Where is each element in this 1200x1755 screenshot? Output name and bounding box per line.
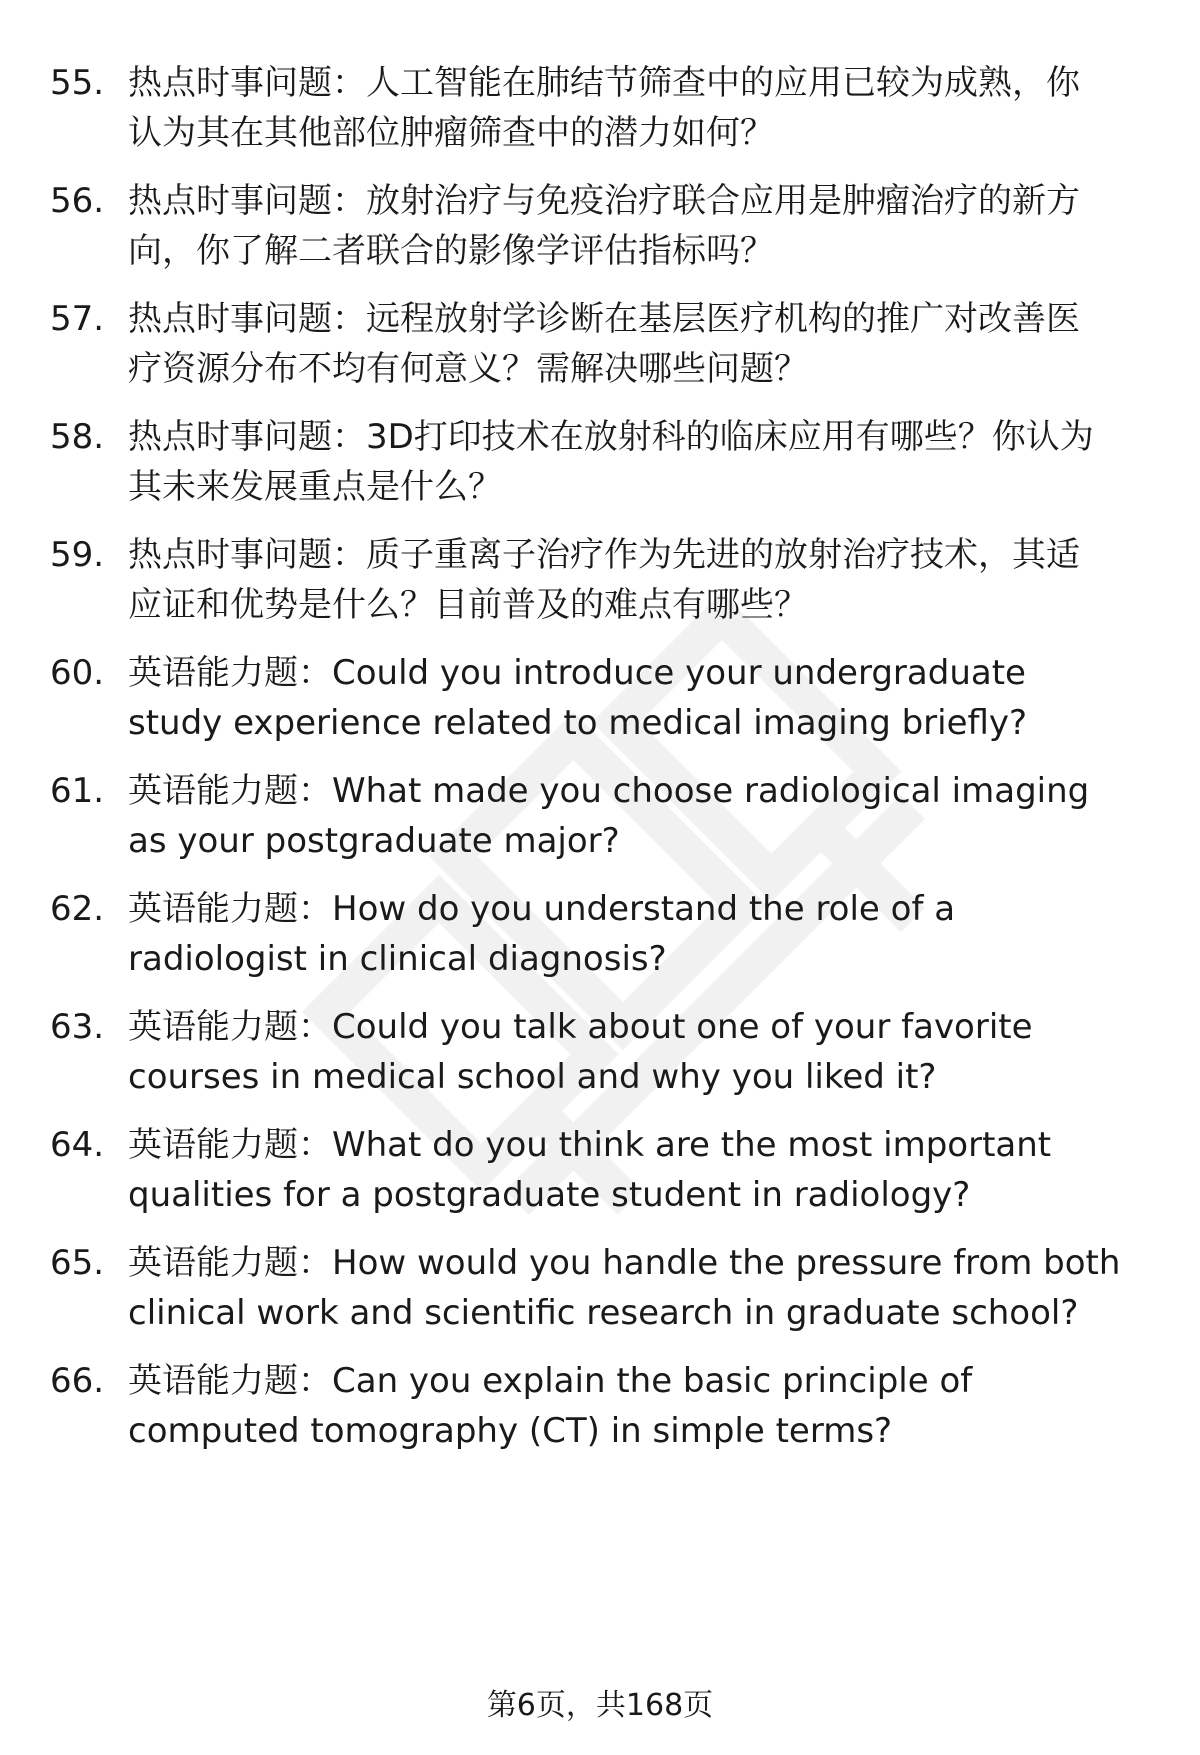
question-text: 热点时事问题：远程放射学诊断在基层医疗机构的推广对改善医 疗资源分布不均有何意义？需解决哪些问题？	[128, 299, 1080, 389]
question-number: 66.	[50, 1361, 105, 1401]
question-text: 英语能力题：How would you handle the pressure from both clinical work and scientific research in graduate school?	[128, 1243, 1121, 1333]
question-text: 英语能力题：Can you explain the basic principle of computed tomography (CT) in simple terms?	[128, 1361, 973, 1451]
question-text: 英语能力题：What do you think are the most important qualities for a postgraduate student in radiology?	[128, 1125, 1052, 1215]
question-number: 60.	[50, 653, 105, 693]
page-footer: 第6页，共168页	[486, 1688, 714, 1723]
question-text: 热点时事问题：人工智能在肺结节筛查中的应用已较为成熟，你 认为其在其他部位肿瘤筛查中的潜力如何？	[128, 63, 1080, 153]
question-number: 62.	[50, 889, 105, 929]
question-text: 热点时事问题：放射治疗与免疫治疗联合应用是肿瘤治疗的新方 向，你了解二者联合的影像学评估指标吗？	[128, 181, 1080, 271]
question-number: 63.	[50, 1007, 105, 1047]
question-text: 热点时事问题：质子重离子治疗作为先进的放射治疗技术，其适 应证和优势是什么？目前普及的难点有哪些？	[128, 535, 1080, 625]
question-text: 英语能力题：Could you introduce your undergraduate study experience related to medical imaging briefly?	[128, 653, 1028, 743]
question-number: 64.	[50, 1125, 105, 1165]
question-number: 57.	[50, 299, 105, 339]
question-number: 58.	[50, 417, 105, 457]
question-number: 65.	[50, 1243, 105, 1283]
question-text: 热点时事问题：3D打印技术在放射科的临床应用有哪些？你认为 其未来发展重点是什么？	[128, 417, 1094, 507]
question-number: 55.	[50, 63, 105, 103]
question-text: 英语能力题：What made you choose radiological imaging as your postgraduate major?	[128, 771, 1090, 861]
question-text: 英语能力题：How do you understand the role of a radiologist in clinical diagnosis?	[128, 889, 956, 979]
question-number: 56.	[50, 181, 105, 221]
question-number: 61.	[50, 771, 105, 811]
question-text: 英语能力题：Could you talk about one of your favorite courses in medical school and why you liked it?	[128, 1007, 1033, 1097]
question-number: 59.	[50, 535, 105, 575]
